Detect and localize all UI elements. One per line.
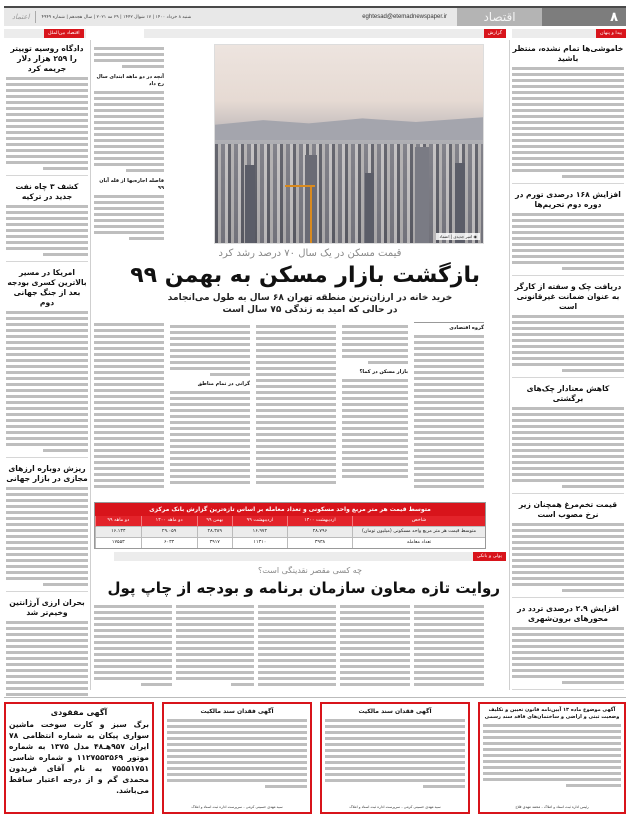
section-title: اقتصاد (457, 8, 542, 26)
column-divider (509, 40, 510, 690)
building (245, 165, 255, 243)
news-brief-title: امریکا در مسیر بالاترین کسری بودجه بعد از جنگ جهانی دوم (7, 268, 87, 307)
body-text (176, 605, 254, 686)
table-grid (95, 516, 485, 548)
body-text (94, 47, 164, 68)
section-tag-left: اقتصاد بین‌الملل (44, 29, 84, 38)
section-tag-right: پیدا و پنهان (596, 29, 626, 38)
news-brief (512, 44, 624, 184)
building (365, 173, 374, 243)
masthead-divider (35, 11, 36, 23)
newspaper-logo: اعتماد (12, 13, 30, 21)
news-brief-title: افزایش ۱۶۸ درصدی تورم در دوره دوم تحریم‌ها (515, 190, 621, 209)
city-buildings (215, 144, 483, 243)
news-brief-title: خاموشی‌ها تمام نشده، منتظر باشید (512, 44, 624, 63)
second-story-body-col (414, 602, 484, 694)
news-brief-body (512, 407, 624, 488)
news-brief-title: قیمت تخم‌مرغ همچنان زیر نرخ مصوب است (518, 500, 618, 519)
news-brief (6, 268, 88, 458)
second-story-kicker: چه کسی مقصر نقدینگی است؟ (258, 566, 362, 575)
camera-icon: ◉ (473, 234, 477, 239)
news-brief (6, 182, 88, 262)
second-story-body-col (340, 602, 410, 694)
news-brief (512, 500, 624, 598)
ad-title: آگهی موضوع ماده ۱۳ آیین‌نامه قانون تعیین و تکلیف وضعیت ثبتی و اراضی و ساختمان‌های فاقد سند رسمی (484, 707, 620, 720)
main-story-body-col (170, 322, 250, 498)
ad-body (483, 724, 621, 787)
construction-crane (310, 185, 312, 243)
second-story-body-col (258, 602, 336, 694)
news-brief (6, 598, 88, 696)
news-brief-body (512, 213, 624, 270)
construction-crane-arm (285, 185, 315, 187)
main-story-body-col (342, 322, 408, 498)
issue-date-line: شنبه ۸ خرداد ۱۴۰۰ | ۱۷ شوال ۱۴۴۲ | ۲۹ مه ۲۰۲۱ | سال هجدهم | شماره ۴۹۴۹ (41, 14, 192, 20)
ad-footer: سید مهدی حسینی کرمی - سرپرست اداره ثبت اسناد و املاک (349, 805, 441, 809)
table-cell: ۱۶.۹۷۲ (232, 526, 287, 537)
table-cell: ۲۸.۷۹۶ (287, 526, 352, 537)
ad-title: آگهی فقدان سند مالکیت (200, 708, 274, 715)
column-header: دو ماهه ۹۹ (96, 516, 142, 526)
table-cell: ۱۶.۱۳۴ (96, 526, 142, 537)
table-cell: ۳۹۳۸ (287, 537, 352, 548)
byline: گروه اقتصادی (449, 325, 484, 331)
news-brief-body (512, 523, 624, 592)
ad-lost-deed (162, 702, 312, 814)
main-story-subhead: در حالی که امید به زندگی ۷۵ سال است (222, 305, 398, 315)
housing-price-table (94, 502, 486, 549)
main-story-headline: بازگشت بازار مسکن به بهمن ۹۹ (130, 263, 480, 288)
ad-lost-deed (320, 702, 470, 814)
section-bar-center (144, 29, 506, 38)
body-text (414, 605, 484, 686)
news-brief (512, 282, 624, 378)
building (415, 147, 429, 243)
story-subhead: بازار مسکن در کما؟ (359, 369, 408, 375)
news-brief-title: دریافت چک و سفته از کارگر به عنوان ضمانت غیرقانونی است (514, 282, 622, 311)
main-story-side-text (94, 44, 164, 244)
news-brief (512, 604, 624, 690)
body-text (258, 605, 336, 686)
body-text (94, 91, 164, 172)
column-header: اردیبهشت ۹۹ (232, 516, 287, 526)
table-row (96, 526, 486, 537)
news-brief-title: دادگاه روسیه توییتر را ۲۵۹ هزار دلار جریمه کرد (10, 44, 84, 73)
table-cell: ۳۹۱۷ (197, 537, 232, 548)
table-cell: ۶۰۳۴ (141, 537, 197, 548)
column-divider (90, 40, 91, 690)
main-story-body-col (414, 322, 484, 498)
body-text (170, 391, 250, 484)
news-brief-title: کاهش معنادار چک‌های برگشتی (526, 384, 610, 403)
news-brief-title: کشف ۳ چاه نفت جدید در ترکیه (15, 182, 79, 201)
body-text (170, 325, 250, 376)
main-story-body-col (94, 320, 164, 498)
byline-rule (414, 322, 484, 323)
building (455, 163, 465, 243)
news-brief (6, 44, 88, 176)
news-brief-body (512, 315, 624, 372)
column-header: اردیبهشت ۱۴۰۰ (287, 516, 352, 526)
table-cell: ۱۷۵۵۳ (96, 537, 142, 548)
news-brief-body (6, 621, 88, 696)
main-story-kicker: قیمت مسکن در یک سال ۷۰ درصد رشد کرد (218, 248, 402, 259)
table-title: متوسط قیمت هر متر مربع واحد مسکونی و تعداد معامله بر اساس تازه‌ترین گزارش بانک مرکزی (95, 503, 485, 516)
ad-body: برگ سبز و کارت سوخت ماشین سواری پیکان به شماره انتظامی ۷۸ ایران ۹۵۷هـ۴۸ مدل ۱۳۷۵ به شماره موتور ۱۱۲۷۵۵۳۵۶۹ و شماره شاسی ۷۵۵۵۱۷۵۱ به نام آقای فریدون محمدی گم و از درجه اعتبار ساقط می‌باشد. (9, 720, 150, 795)
body-text (256, 325, 336, 484)
table-cell: ۲۹.۰۵۹ (141, 526, 197, 537)
ad-title: آگهی مفقودی (50, 708, 108, 717)
main-story-subhead: خرید خانه در ارزان‌ترین منطقه تهران ۶۸ سال به طول می‌انجامد (167, 293, 453, 303)
column-header: دو ماهه ۱۴۰۰ (141, 516, 197, 526)
news-brief-body (6, 205, 88, 256)
row-label: متوسط قیمت هر متر مربع واحد مسکونی (میلیون تومان) (353, 526, 485, 537)
section-bar-lower (114, 552, 506, 561)
table-cell: ۱۱۳۱۰ (232, 537, 287, 548)
body-text (414, 335, 484, 488)
right-news-column (512, 44, 624, 694)
news-brief-title: ریزش دوباره ارزهای مجازی در بازار جهانی (6, 464, 88, 483)
page-number: ۸ (542, 8, 626, 26)
second-story-headline: روایت تازه معاون سازمان برنامه و بودجه از چاپ پول (107, 579, 500, 597)
news-brief-body (6, 77, 88, 170)
tehran-skyline-photo (214, 44, 484, 244)
news-brief-body (6, 311, 88, 452)
second-story-body-col (176, 602, 254, 694)
news-brief-body (6, 487, 88, 586)
story-subhead: گرانی در تمام مناطق (197, 381, 250, 387)
ad-footer: رئیس اداره ثبت اسناد و املاک - محمد مهدی فلاح (515, 805, 589, 809)
column-header: شاخص (353, 516, 485, 526)
photo-credit (436, 233, 480, 240)
photo-credit-text: امیر جدیدی | اعتماد (439, 234, 473, 239)
body-text (342, 379, 408, 478)
main-story-body-col (256, 322, 336, 498)
news-brief (6, 464, 88, 592)
ads-divider (4, 697, 626, 698)
story-subhead: فاصله اجاره‌بها از قله آبان ۹۹ (99, 178, 164, 191)
body-text (94, 605, 172, 686)
body-text (340, 605, 410, 686)
section-tag-center: گزارش (484, 29, 506, 38)
ad-body (325, 719, 465, 788)
ad-footer: سید مهدی حسینی کرمی - سرپرست اداره ثبت اسناد و املاک (191, 805, 283, 809)
section-tag-lower: پولی و بانکی (473, 552, 506, 561)
ad-body (167, 719, 307, 788)
news-brief-title: بحران ارزی آرژانتین وخیم‌تر شد (9, 598, 85, 617)
ad-lost-documents (4, 702, 154, 814)
section-email[interactable]: eghtesad@etemadnewspaper.ir (362, 14, 447, 20)
story-subhead: آنچه در دو ماهه ابتدای سال رخ داد (96, 74, 164, 87)
body-text (342, 325, 408, 364)
table-header-row (96, 516, 486, 526)
table-row (96, 537, 486, 548)
news-brief (512, 190, 624, 276)
second-story-body-col (94, 602, 172, 694)
ad-title: آگهی فقدان سند مالکیت (358, 708, 432, 715)
news-brief-title: افزایش ۲.۹ درصدی تردد در محورهای برون‌شهری (517, 604, 619, 623)
table-cell: ۲۸.۳۸۹ (197, 526, 232, 537)
column-header: بهمن ۹۹ (197, 516, 232, 526)
row-label: تعداد معامله (353, 537, 485, 548)
news-brief (512, 384, 624, 494)
left-news-column (6, 44, 88, 696)
masthead (4, 6, 626, 26)
news-brief-body (512, 67, 624, 178)
body-text (94, 323, 164, 488)
news-brief-body (512, 627, 624, 684)
ad-land-registration-notice (478, 702, 626, 814)
body-text (94, 195, 164, 240)
mountain-silhouette (215, 112, 483, 140)
